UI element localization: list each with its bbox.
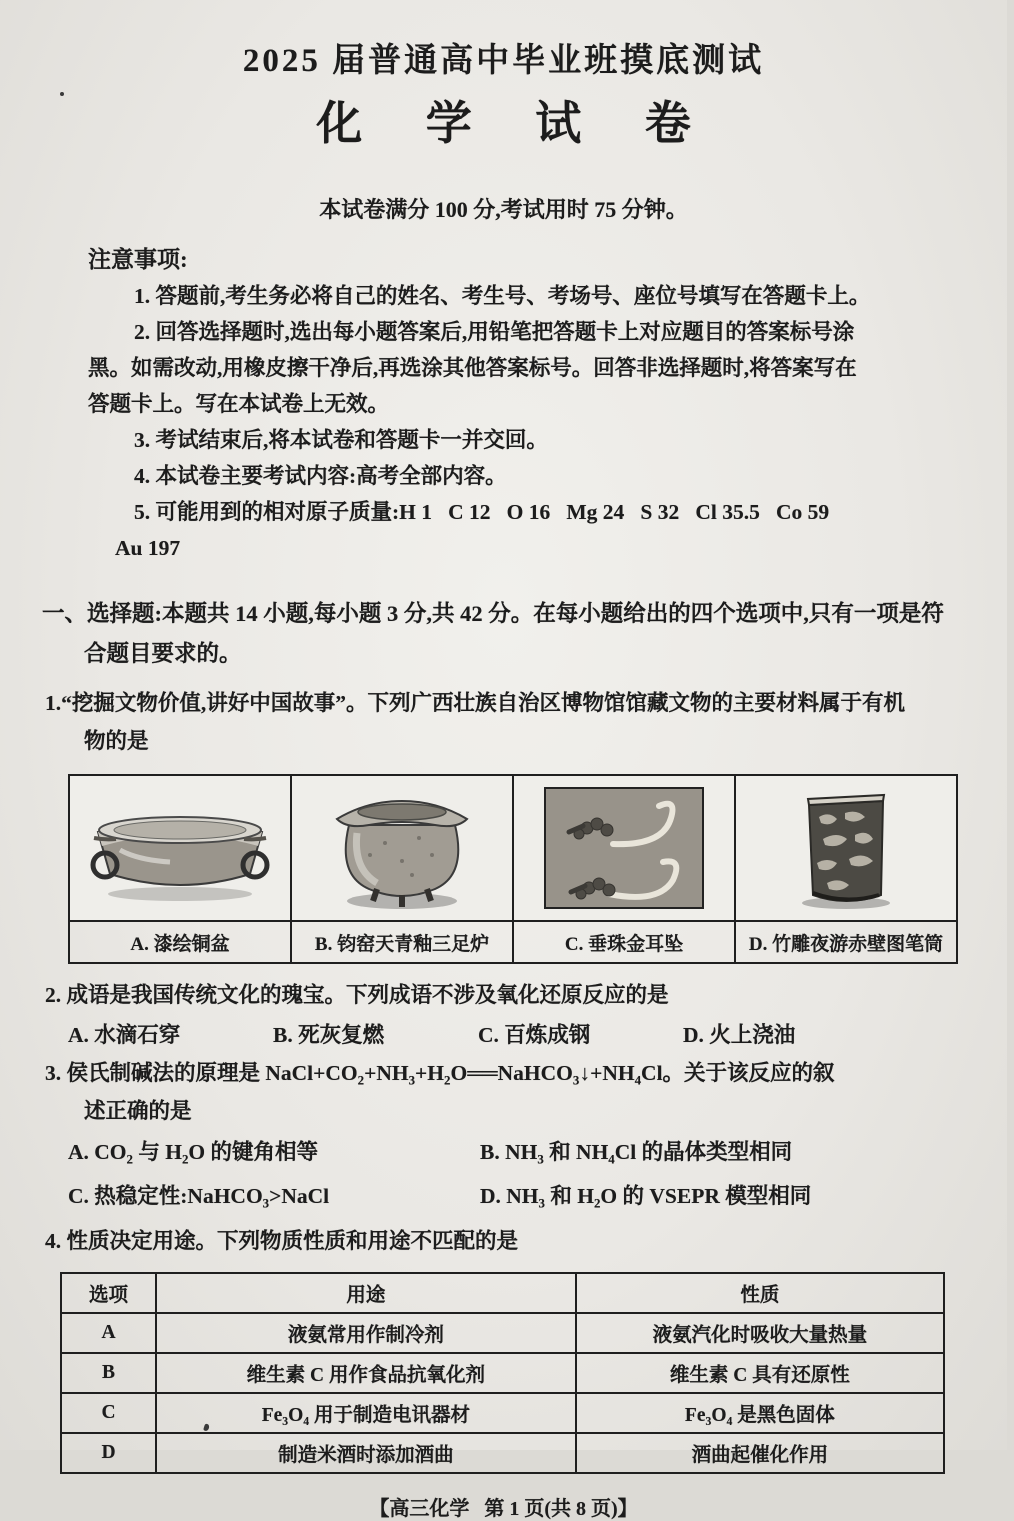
option-c: C. 热稳定性:NaHCO₃>NaCl	[68, 1184, 330, 1208]
option-b: B. 死灰复燃	[273, 1023, 385, 1047]
exam-title: 2025 届普通高中毕业班摸底测试	[242, 43, 765, 79]
notices-heading: 注意事项:	[88, 247, 188, 272]
option-a: A. CO₂ 与 H₂O 的键角相等	[68, 1140, 318, 1164]
column-header-option: 选项	[61, 1273, 156, 1313]
notice-line: 5. 可能用到的相对原子质量:H 1 C 12 O 16 Mg 24 S 32 Cl 35.5 Co 59	[134, 500, 830, 524]
table-row	[61, 1313, 944, 1353]
cell-option: B	[61, 1353, 156, 1393]
question-2-stem: 2. 成语是我国传统文化的瑰宝。下列成语不涉及氧化还原反应的是	[45, 983, 669, 1007]
notice-line: 2. 回答选择题时,选出每小题答案后,用铅笔把答题卡上对应题目的答案标号涂	[134, 320, 855, 344]
table-row	[61, 1433, 944, 1473]
question-4-stem: 4. 性质决定用途。下列物质性质和用途不匹配的是	[45, 1229, 519, 1253]
cell-option: D	[61, 1433, 156, 1473]
cell-option: A	[61, 1313, 156, 1353]
question-3-options-row	[68, 1130, 1007, 1174]
cell-use: 液氨常用作制冷剂	[156, 1313, 576, 1353]
notice-line: 3. 考试结束后,将本试卷和答题卡一并交回。	[134, 428, 548, 452]
question-3-stem: 述正确的是	[84, 1099, 192, 1123]
table-row	[69, 775, 957, 921]
notice-line: 4. 本试卷主要考试内容:高考全部内容。	[134, 464, 507, 488]
section-heading-line: 合题目要求的。	[84, 641, 242, 666]
bronze-basin-image	[71, 786, 289, 911]
cell-option: C	[61, 1393, 156, 1433]
cell-property: 维生素 C 具有还原性	[576, 1353, 944, 1393]
cell-use: Fe₃O₄ 用于制造电讯器材	[156, 1393, 576, 1433]
option-a: A. 水滴石穿	[68, 1023, 181, 1047]
column-header-use: 用途	[156, 1273, 576, 1313]
table-row	[69, 921, 957, 963]
cell-use: 制造米酒时添加酒曲	[156, 1433, 576, 1473]
cell-use: 维生素 C 用作食品抗氧化剂	[156, 1353, 576, 1393]
artifact-caption-a: A. 漆绘铜盆	[69, 921, 291, 963]
option-d: D. 火上浇油	[683, 1023, 796, 1047]
artifact-caption-d: D. 竹雕夜游赤壁图笔筒	[735, 921, 957, 963]
artifact-cell-a	[69, 775, 291, 921]
artifact-cell-d	[735, 775, 957, 921]
notice-line: 1. 答题前,考生务必将自己的姓名、考生号、考场号、座位号填写在答题卡上。	[134, 284, 871, 308]
notice-line: 黑。如需改动,用橡皮擦干净后,再选涂其他答案标号。回答非选择题时,将答案写在	[88, 356, 857, 380]
question-4-table	[60, 1272, 945, 1474]
section-heading-line: 一、选择题:本题共 14 小题,每小题 3 分,共 42 分。在每小题给出的四个选项中,只有一项是符	[42, 601, 944, 626]
column-header-property: 性质	[576, 1273, 944, 1313]
option-d: D. NH₃ 和 H₂O 的 VSEPR 模型相同	[480, 1184, 812, 1208]
exam-info-line: 本试卷满分 100 分,考试用时 75 分钟。	[319, 197, 688, 222]
cell-property: 酒曲起催化作用	[576, 1433, 944, 1473]
bamboo-brush-pot-image	[737, 783, 955, 913]
artifact-caption-c: C. 垂珠金耳坠	[513, 921, 735, 963]
tripod-censer-image	[293, 783, 511, 913]
artifact-caption-b: B. 钧窑天青釉三足炉	[291, 921, 513, 963]
notice-line: Au 197	[115, 536, 181, 560]
subject-title: 化 学 试 卷	[316, 98, 717, 149]
notice-line: 答题卡上。写在本试卷上无效。	[88, 392, 390, 416]
question-2-options	[68, 1016, 1007, 1054]
question-3-stem: 3. 侯氏制碱法的原理是 NaCl+CO₂+NH₃+H₂O══NaHCO₃↓+NH₄Cl。关于该反应的叙	[45, 1061, 835, 1085]
question-3-options-row	[68, 1174, 1007, 1218]
question-1-stem: 1.“挖掘文物价值,讲好中国故事”。下列广西壮族自治区博物馆馆藏文物的主要材料属于有机	[45, 691, 906, 715]
page-footer: 【高三化学 第 1 页(共 8 页)】	[369, 1498, 638, 1520]
gold-earrings-image	[515, 784, 733, 912]
option-b: B. NH₃ 和 NH₄Cl 的晶体类型相同	[480, 1140, 793, 1164]
table-row	[61, 1393, 944, 1433]
table-header-row	[61, 1273, 944, 1313]
table-row	[61, 1353, 944, 1393]
question-1-stem: 物的是	[84, 729, 149, 753]
question-1-artifact-table	[68, 774, 958, 964]
cell-property: 液氨汽化时吸收大量热量	[576, 1313, 944, 1353]
cell-property: Fe₃O₄ 是黑色固体	[576, 1393, 944, 1433]
artifact-cell-c	[513, 775, 735, 921]
option-c: C. 百炼成钢	[478, 1023, 591, 1047]
artifact-cell-b	[291, 775, 513, 921]
ink-speck	[60, 92, 64, 96]
